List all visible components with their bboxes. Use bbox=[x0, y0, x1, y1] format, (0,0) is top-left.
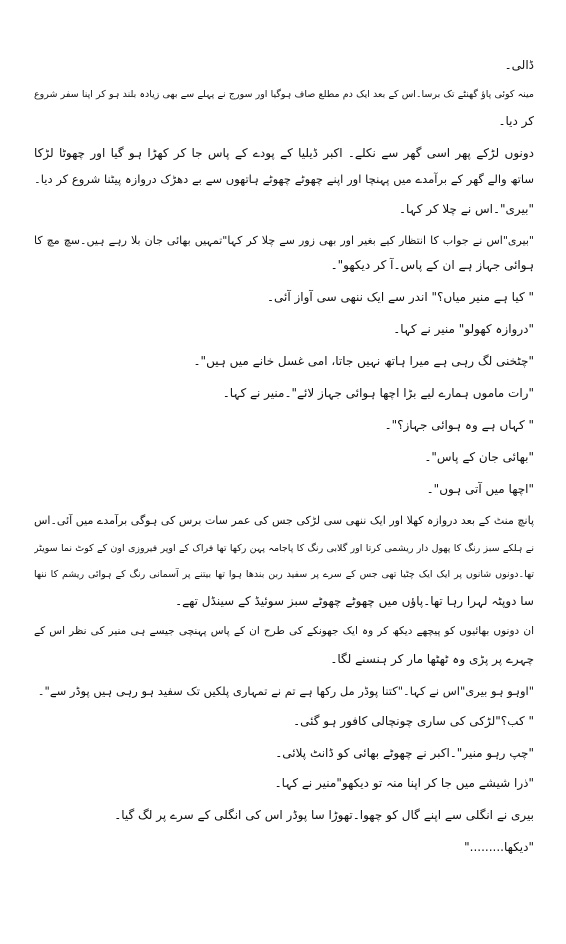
text-line: کر دیا۔ bbox=[498, 114, 534, 128]
text-line: "بھائی جان کے پاس"۔ bbox=[424, 450, 534, 464]
text-line: ہوائی جہاز ہے ان کے پاس۔آ کر دیکھو"۔ bbox=[330, 258, 534, 272]
text-line: "بیری"اس نے جواب کا انتظار کیے بغیر اور بھی زور سے چلا کر کہا"تمہیں بھائی جان بلا رہے ہیں۔سچ مچ کا bbox=[34, 234, 534, 247]
text-line: "رات ماموں ہمارے لیے بڑا اچھا ہوائی جہاز لائے"۔منیر نے کہا۔ bbox=[222, 386, 534, 400]
text-line: "ذرا شیشے میں جا کر اپنا منہ تو دیکھو"منیر نے کہا۔ bbox=[274, 776, 534, 790]
text-line: " کیا ہے منیر میاں؟" اندر سے ایک ننھی سی آواز آئی۔ bbox=[266, 290, 534, 304]
text-line: "دیکھا........." bbox=[464, 840, 534, 854]
text-line: "بیری"۔اس نے چلا کر کہا۔ bbox=[399, 202, 534, 216]
text-line: پانچ منٹ کے بعد دروازہ کھلا اور ایک ننھی سی لڑکی جس کی عمر سات برس کی ہوگی برآمدے میں آئی۔اس bbox=[34, 514, 534, 527]
text-line: سا دوپٹہ لہرا رہا تھا۔پاؤں میں چھوٹے چھوٹے سبز سوئیڈ کے سینڈل تھے۔ bbox=[175, 594, 534, 608]
text-line: نے ہلکے سبز رنگ کا پھول دار ریشمی کرتا اور گلابی رنگ کا پاجامہ پہن رکھا تھا فراک کے اوپر فیروزی اون کے کوٹ نما سویٹر bbox=[34, 543, 534, 554]
text-line: "چٹخنی لگ رہی ہے میرا ہاتھ نہیں جاتا، امی غسل خانے میں ہیں"۔ bbox=[193, 354, 534, 368]
text-line: مینہ کوئی پاؤ گھنٹے تک برسا۔اس کے بعد ایک دم مطلع صاف ہوگیا اور سورج نے پہلے سے بھی زیادہ بلند ہو کر اپنا سفر شروع bbox=[34, 89, 534, 100]
text-line: "دروازہ کھولو" منیر نے کہا۔ bbox=[393, 322, 534, 336]
text-line: دونوں لڑکے پھر اسی گھر سے نکلے۔ اکبر ڈیلیا کے پودے کے پاس جا کر کھڑا ہو گیا اور چھوٹا لڑکا bbox=[34, 146, 534, 160]
document-page bbox=[34, 56, 534, 916]
text-line: تھا۔دونوں شانوں پر ایک ایک چٹیا تھی جس کے سرے پر سفید ربن بندھا ہوا تھا بیتنے پر آسمانی رنگ کے ہوائی ریشم کا ننھا bbox=[34, 569, 534, 580]
text-line: "اوہو ہو بیری"اس نے کہا۔"کتنا پوڈر مل رکھا ہے تم نے تمہاری پلکیں تک سفید ہو رہی ہیں پوڈر سے"۔ bbox=[37, 684, 534, 698]
text-line: ڈالی۔ bbox=[504, 58, 534, 72]
text-line: بیری نے انگلی سے اپنے گال کو چھوا۔تھوڑا سا پوڈر اس کی انگلی کے سرے پر لگ گیا۔ bbox=[114, 808, 534, 822]
text-line: ساتھ والے گھر کے برآمدے میں پہنچا اور اپنے چھوٹے چھوٹے ہاتھوں سے بے دھڑک دروازہ پیٹنا شروع کر دیا۔ bbox=[34, 172, 534, 186]
text-line: " کہاں ہے وہ ہوائی جہاز؟"۔ bbox=[384, 418, 534, 432]
text-line: "چپ رہو منیر"۔اکبر نے چھوٹے بھائی کو ڈانٹ پلائی۔ bbox=[275, 746, 534, 760]
text-line: ان دونوں بھائیوں کو پیچھے دیکھ کر وہ ایک جھونکے کی طرح ان کے پاس پہنچی جیسے ہی منیر کی نظر اس کے bbox=[34, 625, 534, 637]
text-line: چہرے پر پڑی وہ ٹھٹھا مار کر ہنسنے لگا۔ bbox=[330, 652, 534, 666]
text-line: "اچھا میں آتی ہوں"۔ bbox=[426, 482, 534, 496]
text-line: " کب؟"لڑکی کی ساری چونچالی کافور ہو گئی۔ bbox=[293, 714, 534, 728]
